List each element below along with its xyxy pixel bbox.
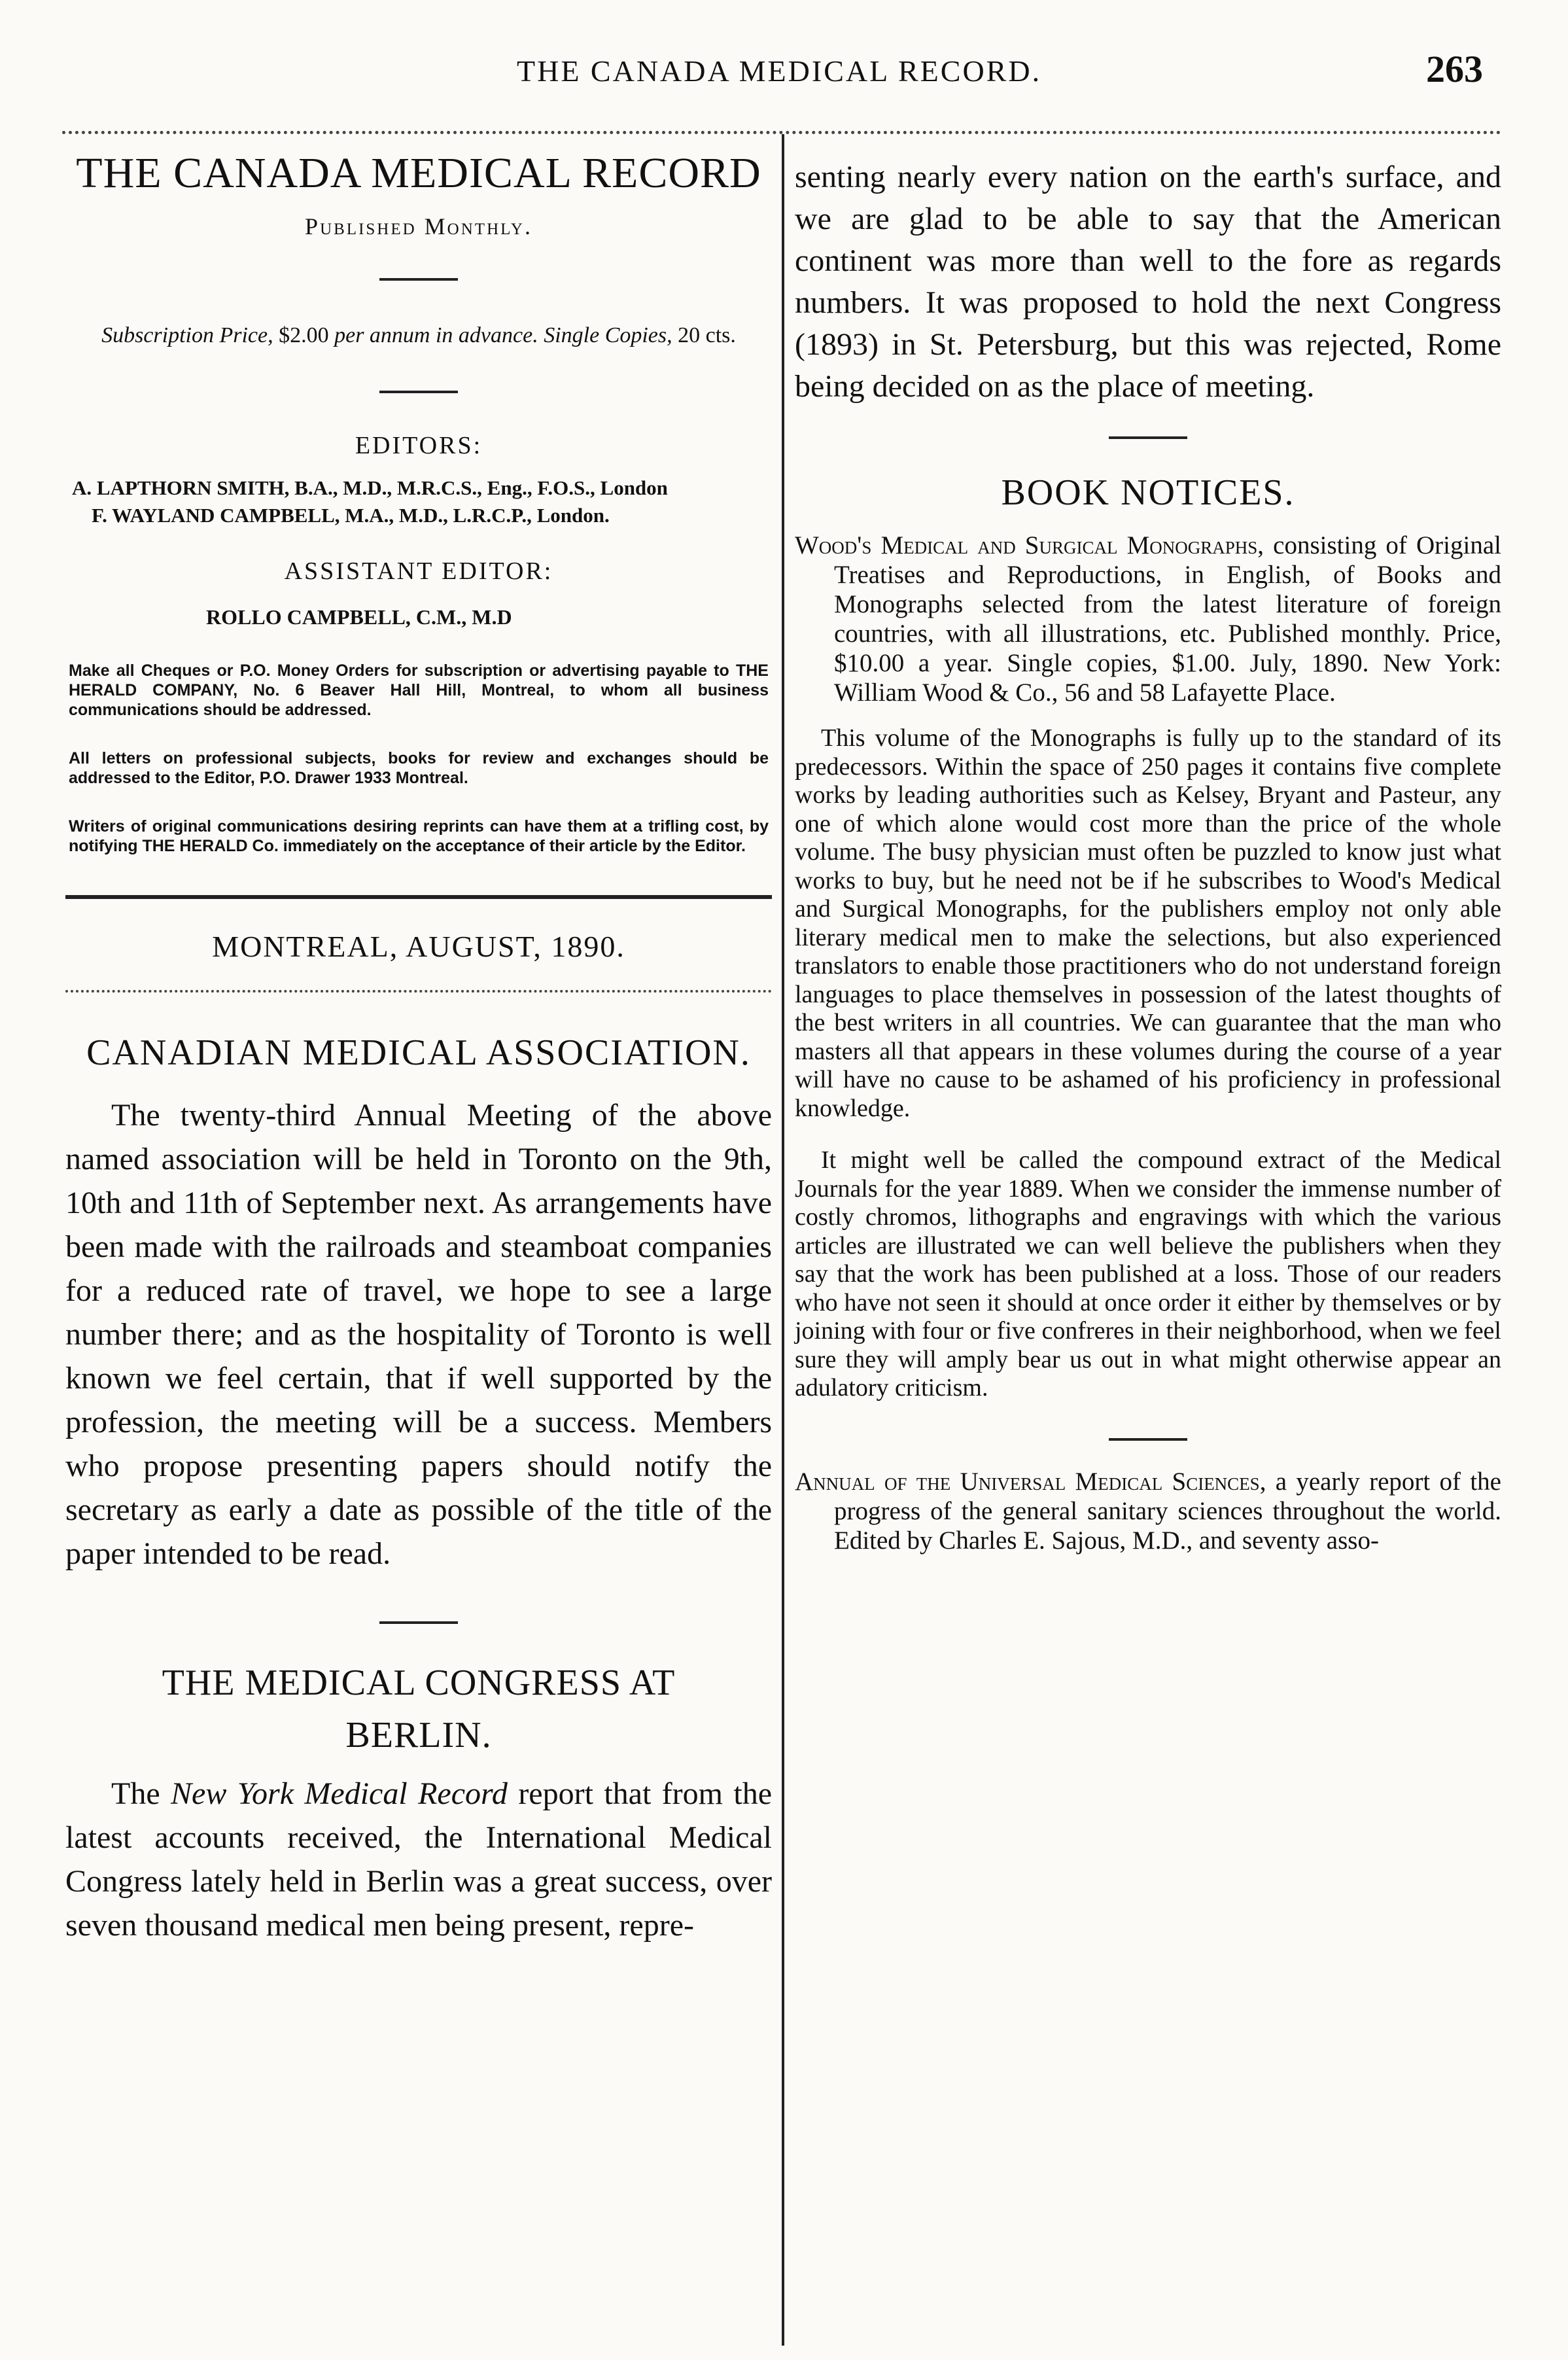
letters-notice: All letters on professional subjects, books for review and exchanges should be addressed to the Editor, P.O. Drawer 1933 Montreal. bbox=[69, 749, 769, 787]
editor-1: A. LAPTHORN SMITH, B.A., M.D., M.R.C.S., Eng., F.O.S., London bbox=[72, 476, 668, 499]
masthead-rule bbox=[65, 895, 772, 899]
assistant-editor: ROLLO CAMPBELL, C.M., M.D bbox=[206, 605, 512, 629]
journal-title: New York Medical Record bbox=[171, 1776, 508, 1811]
woods-details: consisting of Original Treatises and Reproductions, in English, of Books and Monographs selected from the latest literature of foreign countries, with all illustrations, etc. Published monthly. Price, $10.00 a year. Single copies, $1.00. July, 1890. New York: William Wood & Co., 56 and 58 Lafayette Place. bbox=[834, 531, 1501, 707]
congress-heading bbox=[65, 1657, 772, 1761]
congress-heading-line-1: THE MEDICAL CONGRESS AT bbox=[162, 1663, 676, 1703]
subscription-label: Subscription Price, bbox=[101, 323, 273, 347]
assistant-editor-label: ASSISTANT EDITOR: bbox=[284, 557, 553, 585]
short-rule bbox=[1109, 1438, 1187, 1441]
editor-2: F. WAYLAND CAMPBELL, M.A., M.D., L.R.C.P., London. bbox=[92, 504, 610, 527]
woods-review-1: This volume of the Monographs is fully up to the standard of its predecessors. Within the space of 250 pages it contains five complete works by leading authorities such as Kelsey, Bryant and Pasteur, any one of which alone would cost more than the price of the whole volume. The busy physician must often be puzzled to know just what works to buy, but he need not be if he subscribes to Wood's Medical and Surgical Monographs, for the publishers employ not only able literary medical men to make the selections, but also experienced translators to enable those practitioners who do not understand foreign languages to place themselves in possession of the latest thoughts of the best writers in all countries. We can guarantee that the man who masters all that appears in these volumes during the course of a year will have no cause to be ashamed of his proficiency in professional knowledge. bbox=[795, 724, 1501, 1122]
woods-title: Wood's Medical and Surgical Monographs, bbox=[795, 531, 1264, 559]
congress-body-rest: report that from the latest accounts received, the International Medical Congress lately held in Berlin was a great success, over seven thousand medical men being present, repre- bbox=[65, 1776, 773, 1943]
short-rule bbox=[379, 278, 458, 281]
congress-body bbox=[65, 1772, 772, 1947]
short-rule bbox=[1109, 436, 1187, 439]
short-rule bbox=[379, 391, 458, 393]
single-copy-price: 20 cts. bbox=[678, 323, 736, 347]
writers-notice: Writers of original communications desiring reprints can have them at a trifling cost, by notifying THE HERALD Co. immediately on the acceptance of their article by the Editor. bbox=[69, 817, 769, 855]
annual-details: a yearly report of the progress of the general sanitary sciences throughout the world. Edited by Charles E. Sajous, M.D., and seventy asso- bbox=[834, 1467, 1501, 1555]
cma-body: The twenty-third Annual Meeting of the above named association will be held in Toronto on the 9th, 10th and 11th of September next. As arrangements have been made with the railroads and steamboat companies for a reduced rate of travel, we hope to see a large number there; and as the hospitality of Toronto is well known we feel certain, that if well supported by the profession, the meeting will be a success. Members who propose presenting papers should notify the secretary as early a date as possible of the title of the paper intended to be read. bbox=[65, 1098, 772, 1571]
editors-label: EDITORS: bbox=[355, 432, 483, 459]
masthead-title: THE CANADA MEDICAL RECORD bbox=[76, 149, 761, 197]
congress-continuation: senting nearly every nation on the earth's surface, and we are glad to be able to say that the American continent was more than well to the fore as regards numbers. It was proposed to hold the next Congress (1893) in St. Petersburg, but this was rejected, Rome being decided on as the place of meeting. bbox=[795, 160, 1501, 404]
annual-title: Annual of the Universal Medical Sciences, bbox=[795, 1467, 1266, 1496]
woods-notice bbox=[795, 531, 1501, 707]
right-column bbox=[795, 141, 1501, 1555]
book-notices-heading: BOOK NOTICES. bbox=[1001, 472, 1295, 513]
subscription-price: $2.00 bbox=[279, 323, 329, 347]
short-rule bbox=[379, 1621, 458, 1624]
running-title: THE CANADA MEDICAL RECORD. bbox=[517, 54, 1042, 88]
dateline: MONTREAL, AUGUST, 1890. bbox=[212, 930, 625, 963]
page-number: 263 bbox=[1426, 48, 1483, 90]
annual-notice bbox=[795, 1467, 1501, 1555]
left-column bbox=[65, 141, 772, 1947]
congress-body-start: The bbox=[111, 1776, 171, 1811]
cheques-notice: Make all Cheques or P.O. Money Orders for subscription or advertising payable to THE HERALD COMPANY, No. 6 Beaver Hall Hill, Montreal, to whom all business communications should be addressed. bbox=[69, 661, 769, 719]
published-monthly: Published Monthly. bbox=[305, 213, 532, 239]
cma-heading: CANADIAN MEDICAL ASSOCIATION. bbox=[86, 1032, 751, 1073]
running-head bbox=[0, 41, 1568, 119]
congress-heading-line-2: BERLIN. bbox=[345, 1715, 492, 1755]
dateline-rule bbox=[65, 990, 772, 993]
woods-review-2: It might well be called the compound extract of the Medical Journals for the year 1889. When we consider the immense number of costly chromos, lithographs and engravings with which the various articles are illustrated we can well believe the publishers when they say that the work has been published at a loss. Those of our readers who have not seen it should at once order it either by themselves or by joining with four or five confreres in their neighborhood, when we feel sure they will amply bear us out in what might otherwise appear an adulatory criticism. bbox=[795, 1146, 1501, 1401]
subscription-terms: per annum in advance. Single Copies, bbox=[334, 323, 672, 347]
column-divider bbox=[782, 134, 784, 2346]
subscription-info bbox=[65, 319, 772, 353]
